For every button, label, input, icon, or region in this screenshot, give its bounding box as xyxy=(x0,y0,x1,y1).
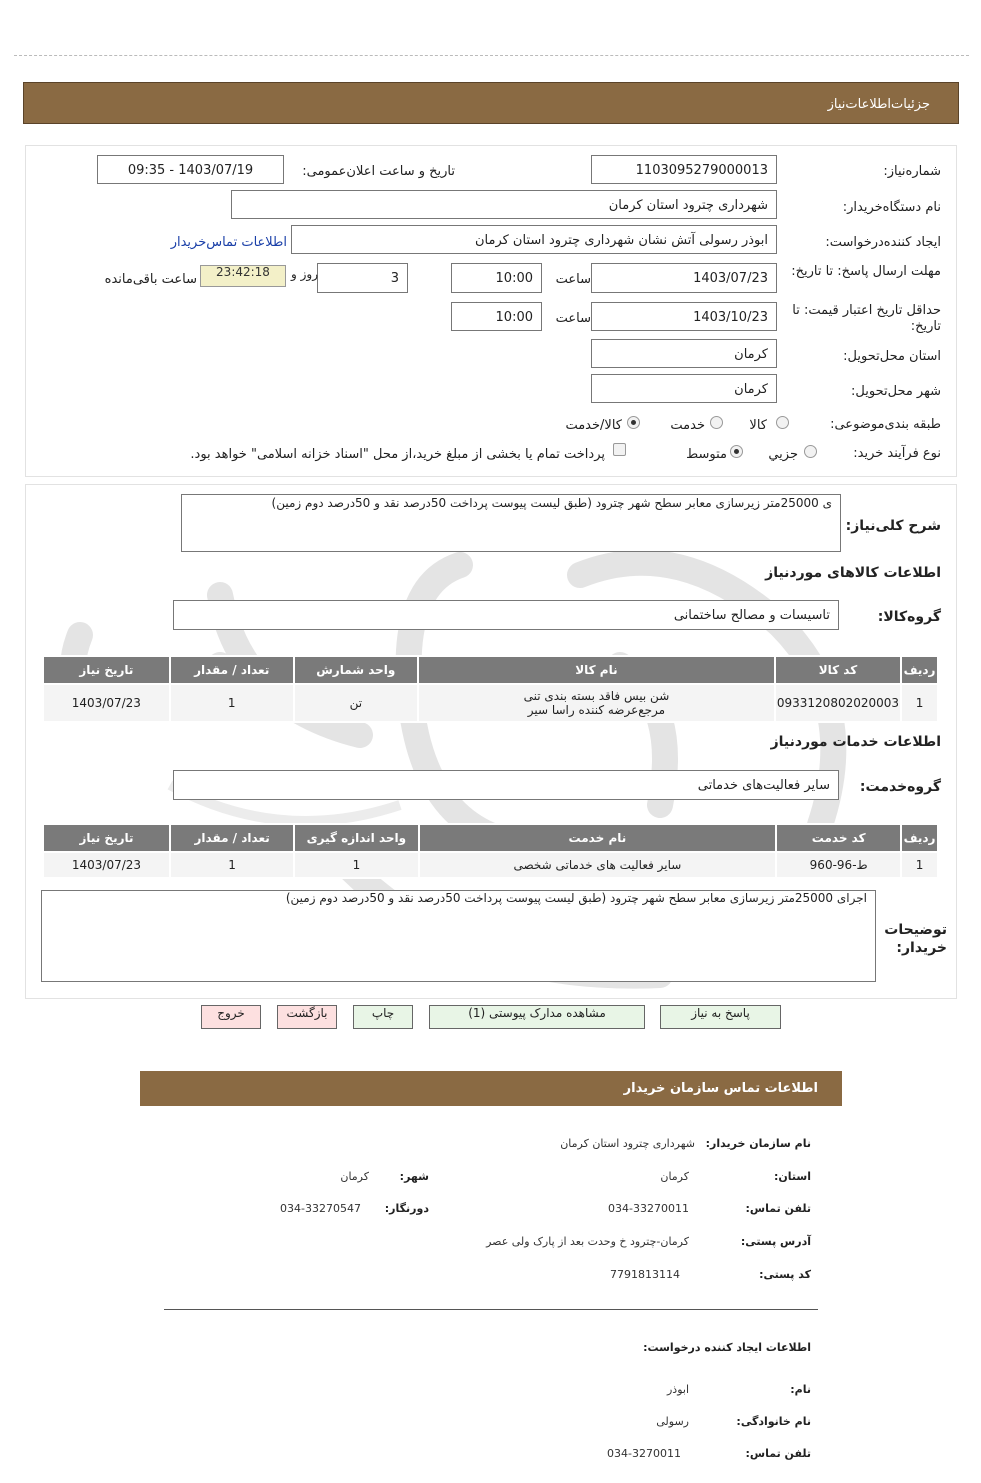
contact-address: کرمان-چترود خ وحدت بعد از پارک ولی عصر xyxy=(486,1235,689,1248)
deadline-time-label: ساعت xyxy=(555,272,591,287)
remaining-timer: 23:42:18 xyxy=(200,265,286,287)
creator-field[interactable]: ابوذر رسولی آتش نشان شهرداری چترود استان کرمان xyxy=(291,225,777,254)
category-both-radio[interactable] xyxy=(627,416,640,429)
page-header xyxy=(23,82,959,124)
goods-table-header xyxy=(43,656,938,684)
services-section-title: اطلاعات خدمات موردنیاز xyxy=(770,734,941,750)
table-row xyxy=(43,684,938,722)
goods-cell-row: 1 xyxy=(901,684,938,722)
contact-phone-label: تلفن تماس: xyxy=(745,1202,811,1215)
exit-button[interactable]: خروج xyxy=(201,1005,261,1029)
deadline-label: مهلت ارسال پاسخ: تا تاریخ: xyxy=(791,264,941,279)
buyer-notes-label: توضیحات خریدار: xyxy=(884,922,947,956)
goods-col-unit: واحد شمارش xyxy=(294,656,418,684)
treasury-note: پرداخت تمام یا بخشی از مبلغ خرید،از محل "اسناد خزانه اسلامی" خواهد بود. xyxy=(190,447,605,462)
services-col-code: کد خدمت xyxy=(776,824,901,852)
days-field: 3 xyxy=(317,263,408,293)
contact-org: شهرداری چترود استان کرمان xyxy=(560,1137,695,1150)
creator-info-title: اطلاعات ایجاد کننده درخواست: xyxy=(643,1341,811,1354)
contact-phone: 034-33270011 xyxy=(608,1202,689,1215)
contact-city: کرمان xyxy=(340,1170,369,1183)
buyer-notes-field[interactable]: اجرای 25000متر زیرسازی معابر سطح شهر چترود (طبق لیست پیوست پرداخت 50درصد نقد و 50درصد دوم زمین) xyxy=(41,890,876,982)
service-group-label: گروه‌خدمت: xyxy=(859,779,941,795)
creator-phone-label: تلفن تماس: xyxy=(745,1447,811,1460)
goods-col-date: تاریخ نیاز xyxy=(43,656,170,684)
buyer-org-field[interactable]: شهرداری چترود استان کرمان xyxy=(231,190,777,219)
services-col-unit: واحد اندازه گیری xyxy=(294,824,418,852)
contact-fax-label: دورنگار: xyxy=(384,1202,429,1215)
services-table xyxy=(42,823,939,879)
contact-title: اطلاعات تماس سازمان خریدار xyxy=(623,1081,818,1096)
buyer-org-label: نام دستگاه‌خریدار: xyxy=(842,200,941,215)
validity-label: حداقل تاریخ اعتبار قیمت: تا تاریخ: xyxy=(792,303,941,334)
province-label: استان محل‌تحویل: xyxy=(843,349,941,364)
validity-time-field[interactable]: 10:00 xyxy=(451,302,542,331)
contact-fax: 034-33270547 xyxy=(280,1202,361,1215)
goods-cell-code: 0933120802020003 xyxy=(775,684,901,722)
print-button[interactable]: چاپ xyxy=(353,1005,413,1029)
goods-col-qty: تعداد / مقدار xyxy=(170,656,294,684)
reply-button[interactable]: پاسخ به نیاز xyxy=(660,1005,781,1029)
services-cell-date: 1403/07/23 xyxy=(43,852,170,878)
goods-group-field[interactable]: تاسیسات و مصالح ساختمانی xyxy=(173,600,839,630)
services-cell-code: ط-96-960 xyxy=(776,852,901,878)
contact-city-label: شهر: xyxy=(399,1170,429,1183)
services-col-qty: تعداد / مقدار xyxy=(170,824,294,852)
goods-col-row: ردیف xyxy=(901,656,938,684)
top-divider xyxy=(14,55,969,56)
creator-last-name-label: نام خانوادگی: xyxy=(736,1415,811,1428)
category-both-label: کالا/خدمت xyxy=(565,418,622,433)
process-minor-label: جزیي xyxy=(768,447,798,462)
validity-date-field[interactable]: 1403/10/23 xyxy=(591,302,777,331)
need-number-label: شماره‌نیاز: xyxy=(883,164,941,179)
goods-cell-date: 1403/07/23 xyxy=(43,684,170,722)
goods-cell-name xyxy=(418,684,775,722)
category-label: طبقه بندی‌موضوعی: xyxy=(830,417,941,432)
category-goods-radio[interactable] xyxy=(776,416,789,429)
services-cell-unit: 1 xyxy=(294,852,418,878)
category-goods-label: کالا xyxy=(749,418,767,433)
deadline-date-field[interactable]: 1403/07/23 xyxy=(591,263,777,293)
services-table-header xyxy=(43,824,938,852)
goods-section-title: اطلاعات کالاهای موردنیاز xyxy=(765,565,941,581)
back-button[interactable]: بازگشت xyxy=(277,1005,337,1029)
goods-cell-qty: 1 xyxy=(170,684,294,722)
goods-cell-unit: تن xyxy=(294,684,418,722)
process-medium-radio[interactable] xyxy=(730,445,743,458)
category-service-radio[interactable] xyxy=(710,416,723,429)
summary-label: شرح کلی‌نیاز: xyxy=(845,518,941,534)
contact-postal: 7791813114 xyxy=(610,1268,680,1281)
contact-divider xyxy=(164,1309,818,1310)
city-field[interactable]: کرمان xyxy=(591,374,777,403)
treasury-checkbox[interactable] xyxy=(613,443,626,456)
goods-col-code: کد کالا xyxy=(775,656,901,684)
services-col-row: ردیف xyxy=(901,824,938,852)
category-service-label: خدمت xyxy=(670,418,705,433)
services-col-date: تاریخ نیاز xyxy=(43,824,170,852)
need-number-field[interactable]: 1103095279000013 xyxy=(591,155,777,184)
creator-label: ایجاد کننده‌درخواست: xyxy=(825,235,941,250)
process-minor-radio[interactable] xyxy=(804,445,817,458)
page-title: جزئیات‌اطلاعات‌نیاز xyxy=(827,97,930,112)
contact-province: کرمان xyxy=(660,1170,689,1183)
goods-supplier-line: مرجع‌عرضه کننده راسا سیر xyxy=(527,703,666,717)
buyer-contact-link[interactable]: اطلاعات تماس‌خریدار xyxy=(170,235,287,250)
deadline-time-field[interactable]: 10:00 xyxy=(451,263,542,293)
service-group-field[interactable]: سایر فعالیت‌های خدماتی xyxy=(173,770,839,800)
goods-col-name: نام کالا xyxy=(418,656,775,684)
process-medium-label: متوسط xyxy=(686,447,727,462)
table-row xyxy=(43,852,938,878)
summary-field[interactable]: ی 25000متر زیرسازی معابر سطح شهر چترود (طبق لیست پیوست پرداخت 50درصد نقد و 50درصد دوم زمین) xyxy=(181,494,841,552)
services-cell-name: سایر فعالیت های خدماتی شخصی xyxy=(419,852,777,878)
contact-postal-label: کد پستی: xyxy=(759,1268,811,1281)
attachments-button[interactable]: مشاهده مدارک پیوستی (1) xyxy=(429,1005,645,1029)
announce-field[interactable]: 1403/07/19 - 09:35 xyxy=(97,155,284,184)
contact-org-label: نام سازمان خریدار: xyxy=(705,1137,811,1150)
remaining-label: ساعت باقی‌مانده xyxy=(104,272,197,287)
creator-first-name: ابوذر xyxy=(666,1383,689,1396)
announce-label: تاریخ و ساعت اعلان‌عمومی: xyxy=(302,164,455,179)
goods-table xyxy=(42,655,939,723)
days-label: روز و xyxy=(291,267,318,281)
services-cell-qty: 1 xyxy=(170,852,294,878)
contact-address-label: آدرس پستی: xyxy=(740,1235,811,1248)
creator-phone: 034-3270011 xyxy=(607,1447,681,1460)
goods-group-label: گروه‌کالا: xyxy=(877,609,941,625)
city-label: شهر محل‌تحویل: xyxy=(851,384,941,399)
province-field[interactable]: کرمان xyxy=(591,339,777,368)
validity-time-label: ساعت xyxy=(555,311,591,326)
creator-last-name: رسولی xyxy=(656,1415,689,1428)
services-cell-row: 1 xyxy=(901,852,938,878)
contact-province-label: استان: xyxy=(774,1170,811,1183)
contact-header xyxy=(140,1071,842,1106)
process-label: نوع فرآیند خرید: xyxy=(853,446,941,461)
creator-first-name-label: نام: xyxy=(790,1383,811,1396)
services-col-name: نام خدمت xyxy=(419,824,777,852)
goods-name-line: شن بیس فاقد بسته بندی تنی xyxy=(523,689,670,703)
